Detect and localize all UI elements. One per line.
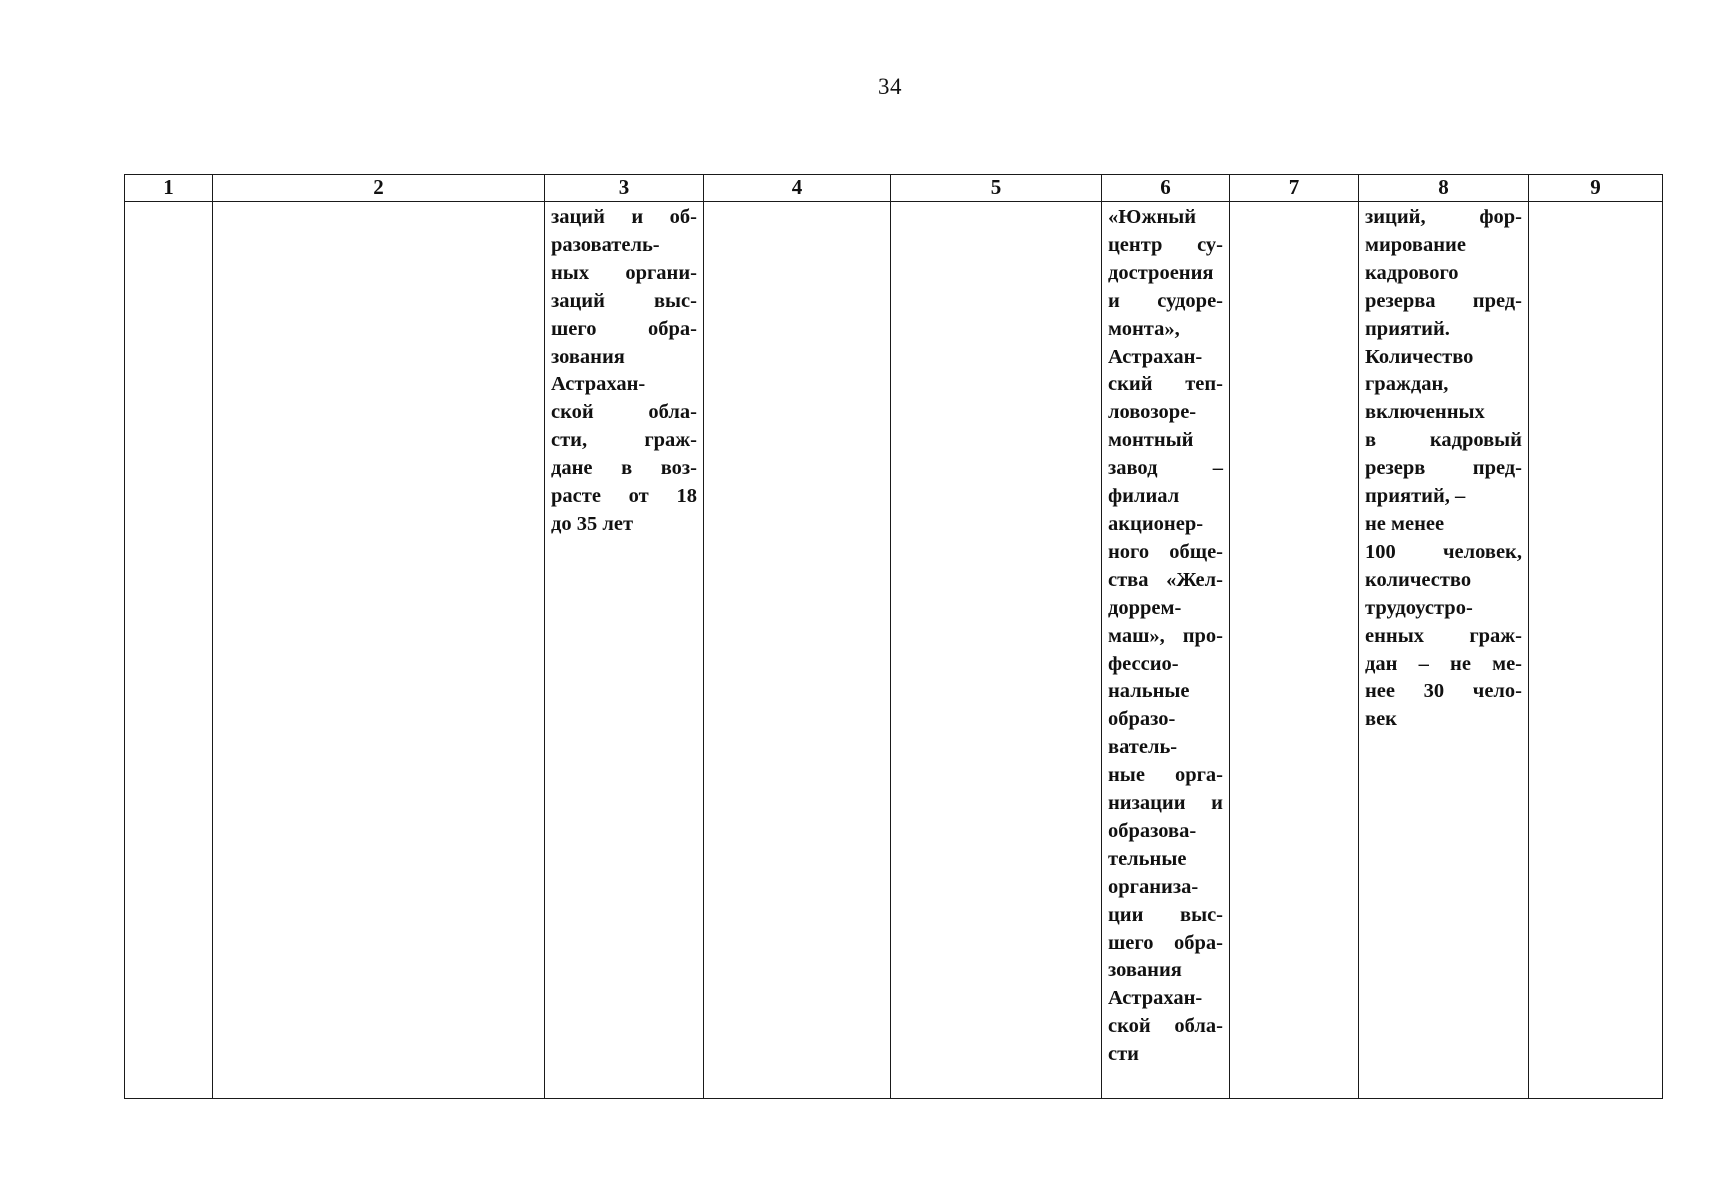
cell-text-line: шего обра- bbox=[1108, 931, 1223, 954]
column-header-8: 8 bbox=[1359, 175, 1529, 202]
cell-text-line: ской обла- bbox=[1108, 1015, 1223, 1038]
column-header-7: 7 bbox=[1230, 175, 1359, 202]
cell-text-line: ции выс- bbox=[1108, 903, 1223, 926]
cell-text-line: маш», про- bbox=[1108, 624, 1223, 647]
column-header-2: 2 bbox=[213, 175, 545, 202]
cell-text-line: и судоре- bbox=[1108, 289, 1223, 312]
header-row bbox=[125, 175, 1663, 202]
cell-text-line: низации и bbox=[1108, 792, 1223, 815]
column-header-3: 3 bbox=[545, 175, 704, 202]
cell-text-line: ской обла- bbox=[551, 401, 697, 424]
column-header-6: 6 bbox=[1102, 175, 1230, 202]
cell-text-line: шего обра- bbox=[551, 317, 697, 340]
cell-text-line: приятий. bbox=[1365, 317, 1450, 340]
cell-text-line: достроения bbox=[1108, 261, 1214, 284]
cell-text-line: филиал bbox=[1108, 485, 1180, 508]
cell-text-line: Астрахан- bbox=[1108, 987, 1203, 1010]
cell-text-line: до 35 лет bbox=[551, 512, 634, 535]
column-header-1: 1 bbox=[125, 175, 213, 202]
cell-text-line: дане в воз- bbox=[551, 457, 697, 480]
cell-text-line: приятий, – bbox=[1365, 485, 1466, 508]
cell-text-line: заций выс- bbox=[551, 289, 697, 312]
cell-text-line: Астрахан- bbox=[551, 373, 646, 396]
cell-text-line: монта», bbox=[1108, 317, 1180, 340]
cell-col-1 bbox=[125, 202, 213, 1099]
table-row bbox=[125, 202, 1663, 1099]
cell-text-line: образо- bbox=[1108, 708, 1176, 731]
cell-text-line: расте от 18 bbox=[551, 485, 697, 508]
cell-text-line: сти bbox=[1108, 1043, 1139, 1066]
cell-text-line: граждан, bbox=[1365, 373, 1449, 396]
cell-text-line: в кадровый bbox=[1365, 429, 1522, 452]
cell-col-3 bbox=[545, 202, 704, 1099]
cell-text-line: образова- bbox=[1108, 819, 1197, 842]
cell-col-7 bbox=[1230, 202, 1359, 1099]
cell-text-line: 100 человек, bbox=[1365, 540, 1522, 563]
cell-text-line: трудоустро- bbox=[1365, 596, 1473, 619]
cell-text-line: завод – bbox=[1108, 457, 1223, 480]
cell-text-line: акционер- bbox=[1108, 512, 1204, 535]
column-header-5: 5 bbox=[891, 175, 1102, 202]
cell-text-line: не менее bbox=[1365, 512, 1445, 535]
cell-text-line: включенных bbox=[1365, 401, 1485, 424]
cell-text-line: сти, граж- bbox=[551, 429, 697, 452]
cell-text-line: «Южный bbox=[1108, 206, 1197, 228]
cell-text-line: зования bbox=[551, 345, 625, 368]
cell-text-line: резерва пред- bbox=[1365, 289, 1522, 312]
cell-text-line: нее 30 чело- bbox=[1365, 680, 1522, 703]
cell-text-line: ных органи- bbox=[551, 261, 697, 284]
cell-text-line: зиций, фор- bbox=[1365, 206, 1522, 228]
column-header-9: 9 bbox=[1529, 175, 1663, 202]
cell-text-line: центр су- bbox=[1108, 233, 1223, 256]
cell-col-8 bbox=[1359, 202, 1529, 1099]
cell-text-line: мирование bbox=[1365, 233, 1466, 256]
cell-text-line: резерв пред- bbox=[1365, 457, 1522, 480]
page-number: 34 bbox=[878, 74, 902, 99]
cell-text-line: кадрового bbox=[1365, 261, 1459, 284]
cell-text-line: ловозоре- bbox=[1108, 401, 1197, 424]
cell-col-2 bbox=[213, 202, 545, 1099]
cell-text-line: заций и об- bbox=[551, 206, 697, 228]
cell-text-line: век bbox=[1365, 708, 1397, 731]
cell-text-line: ства «Жел- bbox=[1108, 568, 1223, 591]
cell-col-5 bbox=[891, 202, 1102, 1099]
cell-text-line: разователь- bbox=[551, 233, 660, 256]
cell-text-line: зования bbox=[1108, 959, 1182, 982]
cell-text-line: Астрахан- bbox=[1108, 345, 1203, 368]
cell-text-line: организа- bbox=[1108, 875, 1199, 898]
cell-text-line: дан – не ме- bbox=[1365, 652, 1522, 675]
cell-text-line: Количество bbox=[1365, 345, 1474, 368]
cell-text-line: фессио- bbox=[1108, 652, 1179, 675]
cell-text-line: ский теп- bbox=[1108, 373, 1223, 396]
cell-text-line: ные орга- bbox=[1108, 764, 1223, 787]
cell-text-line: нальные bbox=[1108, 680, 1190, 703]
cell-text-line: ватель- bbox=[1108, 736, 1178, 759]
column-header-4: 4 bbox=[704, 175, 891, 202]
cell-text-line: доррем- bbox=[1108, 596, 1182, 619]
cell-text-line: монтный bbox=[1108, 429, 1194, 452]
cell-text-line: количество bbox=[1365, 568, 1472, 591]
cell-col-4 bbox=[704, 202, 891, 1099]
cell-col-6 bbox=[1102, 202, 1230, 1099]
cell-text-line: тельные bbox=[1108, 847, 1187, 870]
cell-text-line: ного обще- bbox=[1108, 540, 1223, 563]
cell-text-line: енных граж- bbox=[1365, 624, 1522, 647]
data-table bbox=[124, 174, 1663, 1099]
cell-col-9 bbox=[1529, 202, 1663, 1099]
